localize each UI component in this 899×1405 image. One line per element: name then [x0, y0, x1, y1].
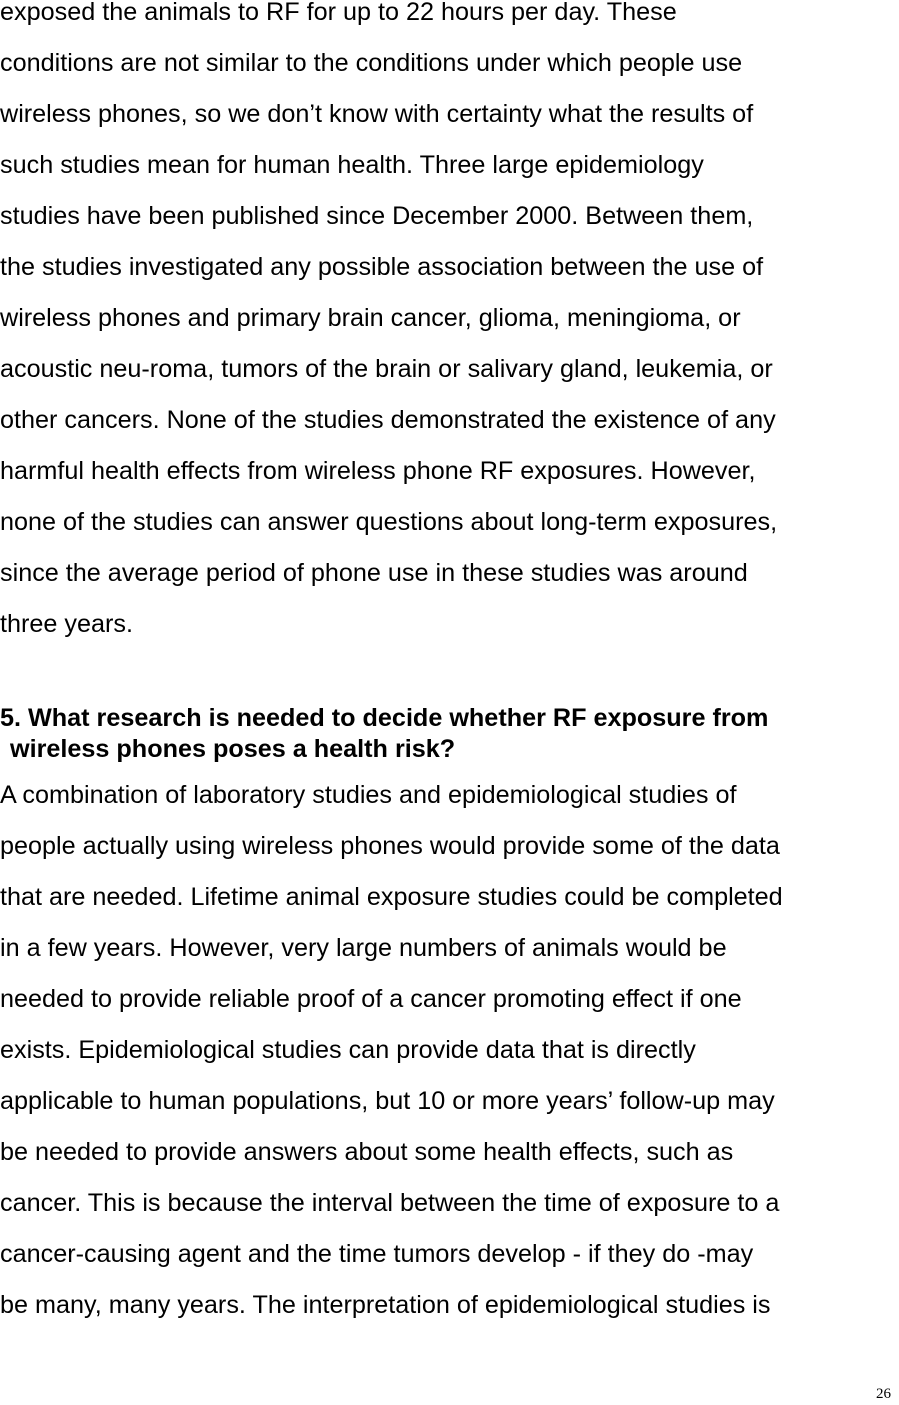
section-heading — [0, 703, 899, 765]
text-line: exposed the animals to RF for up to 22 hours per day. These — [0, 0, 677, 26]
text-line: exists. Epidemiological studies can provide data that is directly — [0, 1036, 696, 1064]
text-line: cancer. This is because the interval between the time of exposure to a — [0, 1189, 780, 1217]
text-line: in a few years. However, very large numbers of animals would be — [0, 934, 727, 962]
text-line: be needed to provide answers about some health effects, such as — [0, 1138, 734, 1166]
text-line: people actually using wireless phones would provide some of the data — [0, 832, 780, 860]
text-line: since the average period of phone use in these studies was around — [0, 559, 748, 587]
text-line: three years. — [0, 610, 133, 638]
text-line: applicable to human populations, but 10 or more years’ follow-up may — [0, 1087, 775, 1115]
text-line: acoustic neu-roma, tumors of the brain or salivary gland, leukemia, or — [0, 355, 773, 383]
text-line: cancer-causing agent and the time tumors develop - if they do -may — [0, 1240, 754, 1268]
text-line: the studies investigated any possible association between the use of — [0, 253, 764, 281]
text-line: be many, many years. The interpretation of epidemiological studies is — [0, 1291, 771, 1319]
heading-line: wireless phones poses a health risk? — [10, 735, 456, 763]
text-line: conditions are not similar to the conditions under which people use — [0, 49, 743, 77]
text-line: A combination of laboratory studies and epidemiological studies of — [0, 781, 737, 809]
text-line: other cancers. None of the studies demonstrated the existence of any — [0, 406, 776, 434]
body-paragraph-2 — [0, 770, 899, 1331]
text-line: such studies mean for human health. Three large epidemiology — [0, 151, 704, 179]
body-paragraph-1 — [0, 0, 899, 650]
page-number: 26 — [876, 1386, 891, 1402]
text-line: needed to provide reliable proof of a cancer promoting effect if one — [0, 985, 742, 1013]
text-line: wireless phones, so we don’t know with certainty what the results of — [0, 100, 754, 128]
text-line: none of the studies can answer questions about long-term exposures, — [0, 508, 778, 536]
text-line: wireless phones and primary brain cancer, glioma, meningioma, or — [0, 304, 741, 332]
text-line: harmful health effects from wireless phone RF exposures. However, — [0, 457, 756, 485]
text-line: studies have been published since December 2000. Between them, — [0, 202, 754, 230]
text-line: that are needed. Lifetime animal exposure studies could be completed — [0, 883, 783, 911]
heading-line: 5. What research is needed to decide whether RF exposure from — [0, 704, 769, 732]
